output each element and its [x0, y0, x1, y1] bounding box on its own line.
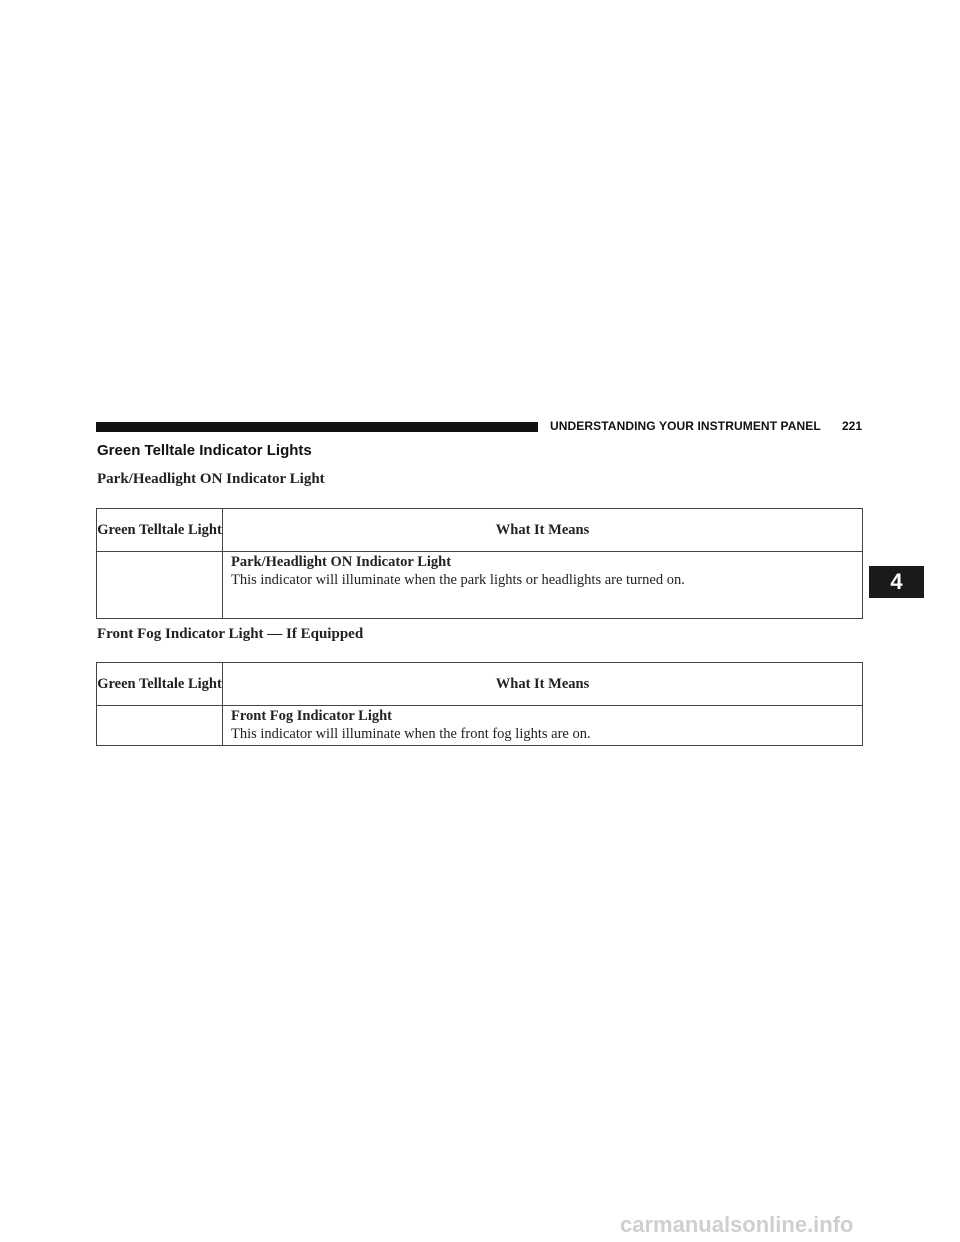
- front-fog-table: [96, 662, 863, 746]
- chapter-tab: 4: [869, 566, 924, 598]
- running-title: UNDERSTANDING YOUR INSTRUMENT PANEL: [550, 419, 821, 433]
- table-caption-front-fog: Front Fog Indicator Light — If Equipped: [97, 626, 364, 642]
- meaning-cell: [223, 706, 863, 746]
- telltale-icon-cell: [97, 706, 223, 746]
- table-row: [97, 706, 863, 746]
- table-row: [97, 552, 863, 619]
- column-header-telltale: Green Telltale Light: [97, 663, 223, 706]
- table-header-row: [97, 509, 863, 552]
- header-rule: [96, 422, 538, 432]
- indicator-name: Front Fog Indicator Light: [231, 708, 392, 724]
- watermark: carmanualsonline.info: [620, 1212, 854, 1237]
- table-header-row: [97, 663, 863, 706]
- indicator-description: This indicator will illuminate when the front fog lights are on.: [231, 726, 591, 742]
- indicator-name: Park/Headlight ON Indicator Light: [231, 554, 452, 570]
- table-caption-park-headlight: Park/Headlight ON Indicator Light: [97, 471, 325, 487]
- column-header-meaning: What It Means: [223, 663, 863, 706]
- indicator-description: This indicator will illuminate when the park lights or headlights are turned on.: [231, 572, 685, 588]
- section-title: Green Telltale Indicator Lights: [97, 442, 312, 459]
- column-header-meaning: What It Means: [223, 509, 863, 552]
- page-number: 221: [842, 419, 863, 433]
- telltale-icon-cell: [97, 552, 223, 619]
- park-headlight-table: [96, 508, 863, 619]
- column-header-telltale: Green Telltale Light: [97, 509, 223, 552]
- meaning-cell: [223, 552, 863, 619]
